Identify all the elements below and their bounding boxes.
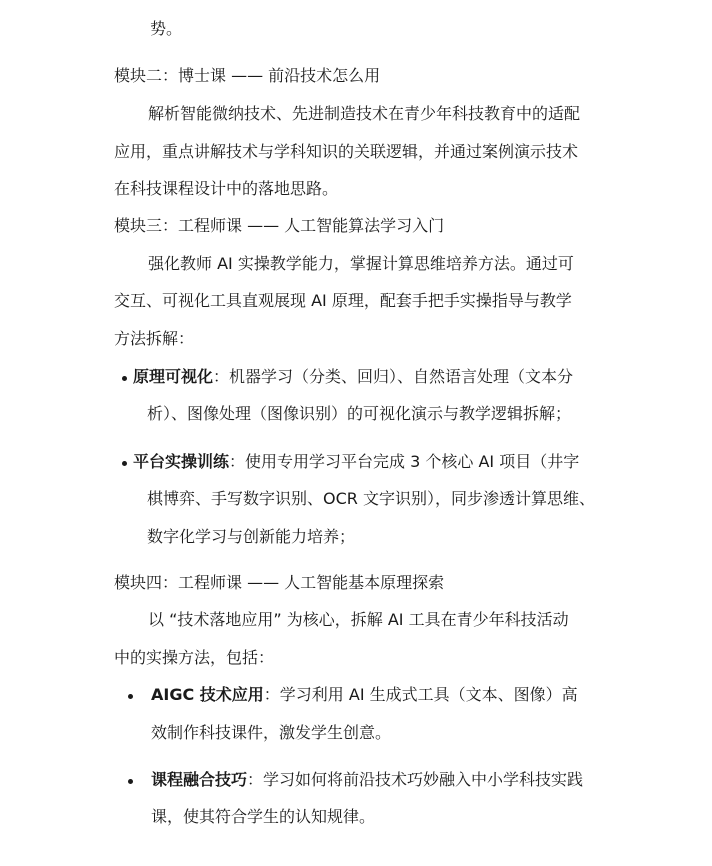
bullet-text: ：学习如何将前沿技术巧妙融入中小学科技实践 xyxy=(247,770,584,789)
module-3-heading: 模块三：工程师课 —— 人工智能算法学习入门 xyxy=(114,216,445,235)
bullet-label: 课程融合技巧 xyxy=(151,770,248,789)
module-3-bullet-1-line-1 xyxy=(133,367,573,387)
module-3-paragraph-line-3: 方法拆解： xyxy=(114,329,195,348)
bullet-dot xyxy=(122,376,127,381)
bullet-text: ：使用专用学习平台完成 3 个核心 AI 项目（井字 xyxy=(229,452,580,471)
module-2-heading: 模块二：博士课 —— 前沿技术怎么用 xyxy=(114,66,381,85)
bullet-dot xyxy=(122,461,127,466)
continuation-text: 势。 xyxy=(150,19,183,38)
module-4-bullet-2-line-1 xyxy=(151,770,583,790)
bullet-dot xyxy=(128,779,133,784)
module-3-bullet-2-line-1 xyxy=(133,452,579,472)
module-3-paragraph-line-2: 交互、可视化工具直观展现 AI 原理，配套手把手实操指导与教学 xyxy=(114,291,572,310)
module-3-paragraph-line-1: 强化教师 AI 实操教学能力，掌握计算思维培养方法。通过可 xyxy=(148,254,574,273)
module-3-bullet-2-line-2: 棋博弈、手写数字识别、OCR 文字识别），同步渗透计算思维、 xyxy=(147,489,595,508)
module-4-bullet-1-line-1 xyxy=(151,685,578,705)
bullet-label: 原理可视化 xyxy=(133,367,214,386)
module-4-paragraph-line-1: 以 “技术落地应用” 为核心，拆解 AI 工具在青少年科技活动 xyxy=(148,610,569,629)
module-2-paragraph-line-1: 解析智能微纳技术、先进制造技术在青少年科技教育中的适配 xyxy=(148,104,581,123)
bullet-text: ：机器学习（分类、回归）、自然语言处理（文本分 xyxy=(213,367,574,386)
bullet-label: 平台实操训练 xyxy=(133,452,230,471)
module-4-bullet-2-line-2: 课，使其符合学生的认知规律。 xyxy=(151,807,376,826)
module-4-paragraph-line-2: 中的实操方法，包括： xyxy=(114,648,275,667)
module-4-heading: 模块四：工程师课 —— 人工智能基本原理探索 xyxy=(114,573,445,592)
bullet-label: AIGC 技术应用 xyxy=(151,685,264,704)
module-3-bullet-1-line-2: 析）、图像处理（图像识别）的可视化演示与教学逻辑拆解； xyxy=(147,404,572,423)
module-3-bullet-2-line-3: 数字化学习与创新能力培养； xyxy=(147,527,356,546)
bullet-dot xyxy=(128,694,133,699)
module-4-bullet-1-line-2: 效制作科技课件，激发学生创意。 xyxy=(151,723,392,742)
bullet-text: ：学习利用 AI 生成式工具（文本、图像）高 xyxy=(263,685,578,704)
module-2-paragraph-line-2: 应用，重点讲解技术与学科知识的关联逻辑，并通过案例演示技术 xyxy=(114,142,579,161)
module-2-paragraph-line-3: 在科技课程设计中的落地思路。 xyxy=(114,179,339,198)
